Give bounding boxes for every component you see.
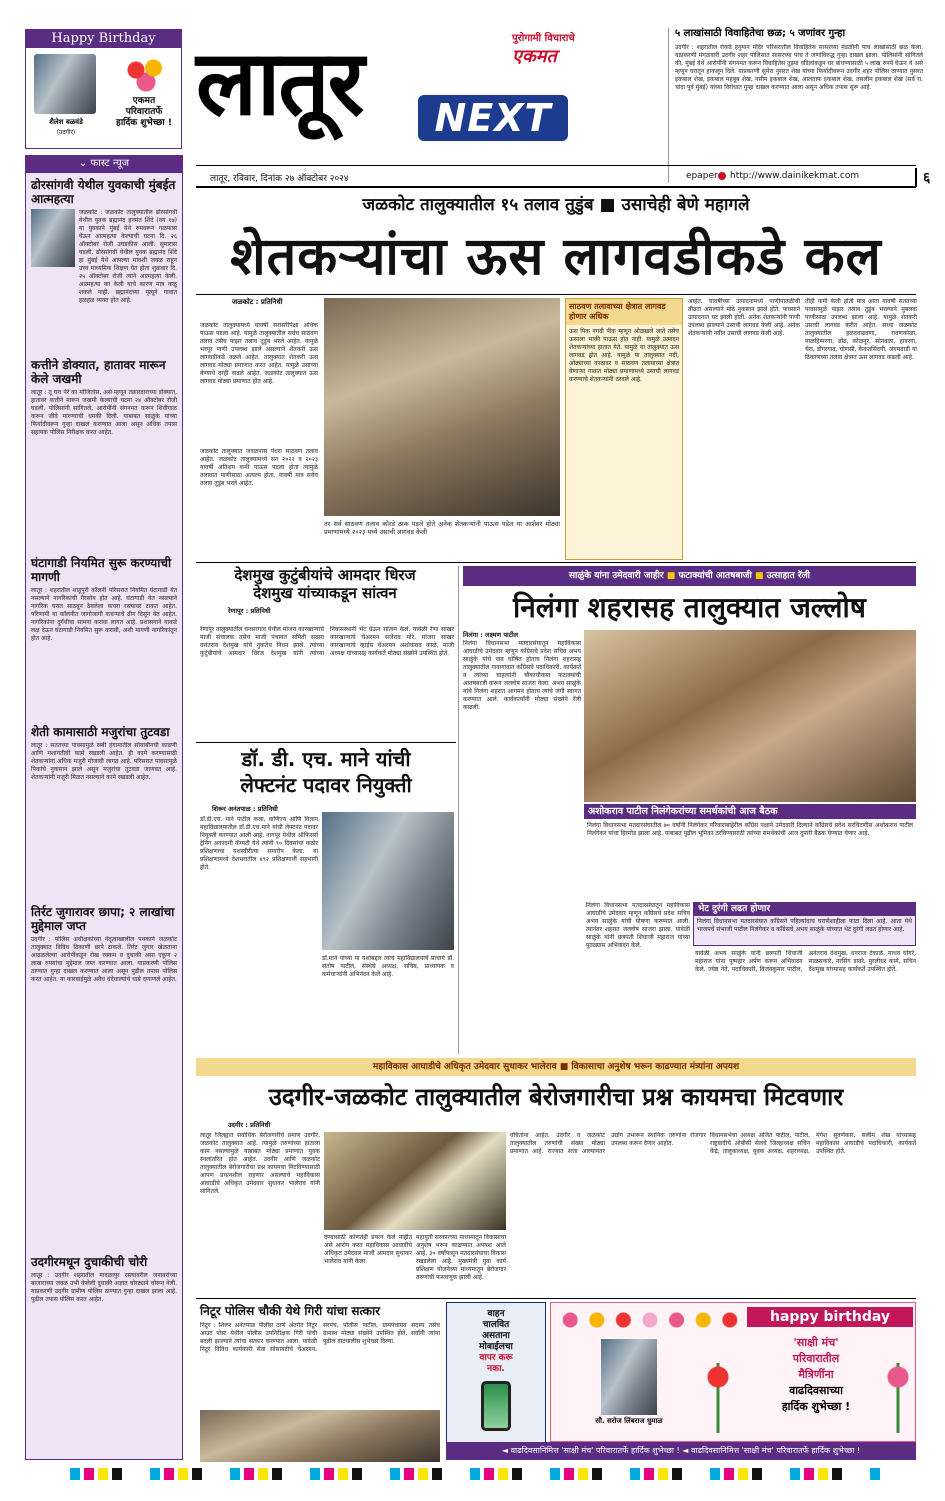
udgir-body-4: विधानसभेचा अध्यक्ष अजित पाटील, पाटील, राष्ट्रवादीचे ओबीसी सेलचे जिल्हाध्यक्ष सचिन केंद्रे, तालुकाध्यक्ष, युवक अध्यक्ष, शहराध्यक्ष, मंगेश सुवर्णकार, सलीम शेख यांच्यासह महाविकास आघाडीचे पदाधिकारी, कार्यकर्ते उपस्थित होते. bbox=[710, 1132, 916, 1155]
strip-right: विकासाचा अनुशेष भरून काढण्यात मंत्र्यांना अपयश bbox=[571, 1062, 740, 1072]
bet-title: भेट दुरंगी लढत होणार bbox=[694, 903, 915, 916]
top-right-news bbox=[668, 28, 923, 183]
nilanga-headline: निलंगा शहरासह तालुक्यात जल्लोष bbox=[513, 591, 866, 624]
mva-strip bbox=[196, 1058, 916, 1076]
deshmukh-headline-1: देशमुख कुटुंबीयांचे आमदार धिरज bbox=[234, 566, 416, 584]
dateline-rule-bottom bbox=[196, 186, 916, 188]
square-bullet-icon-2: ■ bbox=[666, 571, 679, 581]
udgir-body-2: महायुती सरकारच्या माध्यमातून विकासाचा अनुशेष भरून काढण्यात अपयश आले आहे. ३० वर्षांपासून मतदारसंघाचा विकास रखडलेला आहे. मुख्यमंत्री युवा कार्य प्रशिक्षण योजनेच्या माध्यमातून बेरोजगार तरुणांची फसवणूक झाली आहे. bbox=[416, 1234, 506, 1281]
mane-headline-1: डॉ. डी. एच. माने यांची bbox=[241, 747, 411, 771]
birthday-name: शैलेश बळवंडे bbox=[49, 118, 83, 126]
udgir-caption: देण्यासाठी कोणतेही प्रयत्न केले नाहीत असे आरोप करत महाविकास आघाडीचे अधिकृत उमेदवार माजी आमदार सुधाकर भालेराव यांनी केला. bbox=[324, 1234, 412, 1265]
lead-body-1: जळकोट तालुक्यामध्ये यावर्षी सरासरीपेक्षा अधिक पाऊस पडला आहे. यामुळे तालुक्यातील सर्वच साठवण तलाव तसेच पाझर तलाव तुडुंब भरले आहेत. यामुळे भरपूर पाणी उपलब्ध झाले असल्याने शेतकरी ऊस लागवडीकडे वळले आहेत. तालुक्यात शेतकरी ऊस लागवड मोठ्या प्रमाणात करत आहेत. यामुळे उसाच्या बेण्याचे दरही वाढले आहेत. जळकोट तालुक्यात ऊस लागवड मोठ्या प्रमाणात होत आहे. bbox=[200, 322, 318, 385]
lead-body-2: जळकोट तालुक्यात जवळपास पंधरा साठवण तलाव आहेत. जळकोट तालुक्यामध्ये सन २०२२ व २०२३ यावर्षी अतिशय कमी पाऊस पडला होता त्यामुळे तलावात पाणीसाठा अत्यल्प होता. यावर्षी मात्र सर्वच तलाव तुडुंब भरले आहेत. bbox=[200, 448, 318, 487]
nitur-body: निटूर : शिरूर अनंतपाळ पोलीस ठाणे अंतर्गत निटूर आउट पोस्ट येथील पोलीस उपनिरीक्षक गिरी यांची बदली झाल्याने त्यांचा सत्कार करण्यात आला. यावेळी निटूर विविध कार्यकारी सेवा सोसायटीचे चेअरमन, सरपंच, पोलीस पाटील, ग्रामपंचायत सदस्य तसेच ग्रामस्थ मोठ्या संख्येने उपस्थित होते. सर्वांनी त्यांना पुढील वाटचालीस शुभेच्छा दिल्या. bbox=[200, 1322, 440, 1353]
deshmukh-headline-2: देशमुख यांच्याकडून सांत्वन bbox=[253, 584, 397, 602]
udgir-body: लातूर जिल्ह्यात सर्वाधिक बेरोजगारीचे प्रमाण उदगीर, जळकोट तालुक्यात आहे. त्यामुळे तरुणांच्या हाताला काम नसल्यामुळे याबाबत मोठ्या प्रमाणात युवक स्थलांतरित होत आहेत. उदगीर आणि जळकोट तालुक्यातील बेरोजगारीचा प्रश्न कायमचा मिटविण्यासाठी आपण प्रयत्नशील राहणार असल्याचे महाविकास आघाडीचे अधिकृत उमेदवार सुधाकर भालेराव यांनी सांगितले. bbox=[200, 1132, 320, 1195]
fast-news-title-6: उदगीरमधून दुचाकीची चोरी bbox=[31, 1255, 148, 1269]
mane-headline-2: लेफ्टनंट पदावर नियुक्ती bbox=[240, 773, 412, 797]
lead-body-4: तीही कमी केली होती मात्र आता यावर्षी सततच्या पावसामुळे पाझर तलाव तुडुंब भरल्याने मुबलक पाणीसाठा उपलब्ध झाला आहे. यामुळे शेतकरी उसाची लागवड करीत आहेत. सध्या जळकोट तालुक्यातील हळदवाढवणा, रावणकोळा, माळहिप्परगा, ढोंढ, कोळनूर, सोनवळा, हावरगा, चेरा, डोंगरगाव, घोणसी, केकतसिंदगी, जंगमवाडी या ठिकाणच्या तलाव क्षेत्रात ऊस लागवड वाढली आहे. bbox=[805, 298, 917, 361]
nitur-photo bbox=[200, 1410, 440, 1462]
fast-news-header bbox=[25, 155, 183, 173]
masthead-latur: लातूर bbox=[196, 31, 363, 136]
ad-birthday-ticker bbox=[446, 1442, 916, 1460]
ad-phone-l2: चालवित bbox=[482, 1320, 510, 1330]
lead-body-3: आहेत. यावर्षीच्या उत्पादनामध्ये पाणीपातळीची तीव्रता असल्याने मोठे नुकसान झाले होते. पावसाने उत्पादनात घट झाली होती. अनेक शेतकऱ्यांनी पाणी उपलब्ध झाल्याने उसाची लागवड केली आहे. अनेक शेतकऱ्यांनी नवीन उसाची लागवड केली आहे. bbox=[688, 298, 800, 337]
fast-news-body-5: उदगीर : पोलिस अधीक्षकांच्या नेतृत्वाखालील पथकाने जळकोट तालुक्यात विविध ठिकाणी छापे टाकले. तिर्रट जुगार खेळताना आढळलेल्या आरोपींकडून रोख रक्कम व दुचाकी असा एकूण २ लाख रुपयांचा मुद्देमाल जप्त करण्यात आला. याप्रकरणी पोलिस ठाण्यात गुन्हा दाखल करण्यात आला असून पुढील तपास पोलिस करत आहेत. या कारवाईमुळे अवैध धंदेवाल्यांचे धाबे दणाणले आहेत. bbox=[31, 936, 177, 983]
section-rule-3 bbox=[196, 1298, 916, 1299]
fast-news-title-5: तिर्रट जुगारावर छापा; २ लाखांचा मुद्देमाल जप्त bbox=[31, 905, 175, 933]
ad-phone-l3: असताना bbox=[482, 1331, 510, 1341]
masthead-tagline: पुरोगामी विचाराचे bbox=[512, 33, 575, 44]
mane-byline: शिरूर अनंतपाळ : प्रतिनिधी bbox=[212, 805, 278, 813]
masthead-next-logo: NEXT bbox=[418, 95, 568, 141]
ashok-box bbox=[584, 804, 916, 898]
tulip-icon-2 bbox=[701, 1363, 735, 1433]
udgir-byline: उदगीर : प्रतिनिधी bbox=[228, 1121, 271, 1129]
nilanga-byline: निलंगा : लक्ष्मण पाटील bbox=[463, 631, 519, 639]
lead-box-body: ऊस पिक नगदी पीक म्हणून ओळखले जाते तसेच ऊसाला भाकी पाऊस होत नाही. यामुळे उत्पादन शेतकऱ्यांच्या हातात येते. यामुळे या तालुक्यात ऊस लागवड होत आहे. यामुळे या तालुक्यात नदी, ओढ्याच्या काठावर व साठवण तलावाच्या क्षेत्रात येणाऱ्या गावात मोठ्या प्रमाणामध्ये उसाची लागवड करण्याचे शेतकऱ्यांनी ठरवले आहे. bbox=[569, 328, 679, 383]
mane-photo bbox=[322, 812, 454, 950]
lead-rule bbox=[196, 294, 916, 295]
tulip-icon-3 bbox=[881, 1363, 915, 1433]
lead-photo bbox=[324, 298, 560, 516]
fast-news-body-1: जळकोट : जळकोट तालुक्यातील ढोरसांगवी येथील युवक ब्रह्मानंद हनमंत शिंदे (वय १७) या युवकाने मुंबई येथे रुमवरून गळफास घेऊन आत्महत्या केल्याची घटना दि. २६ ऑक्टोबर रोजी उघडकीस आली. सुमारास घडली. ढोरसांगवी येथील युवक ब्रह्मानंद शिंदे हा मुंबई येथे आपल्या मावशी जवळ राहून उच्च माध्यमिक शिक्षण घेत होता शुक्रवार दि. २५ ऑक्टोबर रोजी त्याने आत्महत्या केली. आत्महत्या का केली याचे कारण मात्र कळू शकले नाही. ब्रह्मानंदच्या मृत्यूने गावात हळहळ व्यक्त होत आहे. bbox=[79, 209, 177, 304]
epaper-label: epaper bbox=[686, 171, 718, 181]
ad-birthday-l4: वाढदिवसाच्या bbox=[789, 1384, 843, 1397]
nitur-headline: निटूर पोलिस चौकी येथे गिरी यांचा सत्कार bbox=[200, 1304, 381, 1318]
lead-box bbox=[565, 298, 683, 560]
square-bullet-icon: ■ bbox=[599, 195, 622, 215]
birthday-photo bbox=[34, 54, 96, 114]
udgir-body-3: वचितांना आहेत. उदगीर व जळकोट तालुक्यातील तरुणांची संख्या मोठ्या प्रमाणात आहे. राज्यात सत्ता आल्यानंतर उद्योग उभारून स्थानिक तरुणांना रोजगार उपलब्ध करून देणार आहोत. bbox=[510, 1132, 706, 1155]
bet-box bbox=[693, 902, 916, 946]
mobile-phone-icon bbox=[481, 1381, 511, 1431]
globe-icon bbox=[718, 172, 726, 180]
ad-birthday bbox=[550, 1302, 916, 1442]
ad-birthday-l5: हार्दिक शुभेच्छा ! bbox=[781, 1400, 851, 1413]
mane-body: डॉ.डी.एच. माने पाटील कला, वाणिज्य आणि विज्ञान महाविद्यालयातील डॉ.डी.एच.माने यांची लेफ्टनंट पदावर नियुक्ती करण्यात आली आहे. नागपूर येथील ऑफिसर्स ट्रेनिंग अकादमी कॅम्पटी येथे त्यांनी ९० दिवसांचा कठोर प्रशिक्षणाचा यशस्वीरीत्या समारोप केला. या प्रशिक्षणामध्ये देशभरातील ४९२ प्रशिक्षणार्थी सहभागी होते. bbox=[200, 816, 318, 871]
fast-news-body-6: लातूर : उदगीर शहरातील मादळापुर रस्त्यावरील जनावरांच्या बाजाराच्या जवळ उभी केलेली दुचाकी अज्ञात चोरट्याने चोरून नेली. याप्रकरणी उदगीर ग्रामीण पोलिस ठाण्यात गुन्हा दाखल झाला आहे. पुढील तपास पोलिस करत आहेत. bbox=[31, 1272, 177, 1303]
nilanga-photo bbox=[584, 630, 916, 802]
birthday-wish-3: हार्दिक शुभेच्छा ! bbox=[116, 118, 172, 128]
ticker-arrow-icon: ◄ bbox=[501, 1446, 509, 1455]
ad-birthday-l2: परिवारातील bbox=[792, 1352, 840, 1365]
nilanga-tag-2: फटाक्यांची आतषबाजी bbox=[678, 571, 752, 581]
ad-phone-l6: नका. bbox=[487, 1364, 505, 1374]
chevron-icon: ⌄ bbox=[78, 158, 91, 169]
column-rule-mid bbox=[458, 566, 459, 1054]
fast-news-body-2: लातूर : तू घरा पेरे का मोजितोस, असे म्हणून तक्रारदाराच्या डोक्यात, हातावर कत्तीने मारून जखमी केल्याची घटना २४ ऑक्टोबर रोजी घडली. पोलिसांनी सांगितले, आरोपींनी संगनमत करून शिवीगाळ करून जीवे मारण्याची धमकी दिली. याबाबत साळुंके यांच्या फिर्यादीवरून गुन्हा दाखल करण्यात आला असून अधिक तपास सहायक पोलिस निरीक्षक करत आहेत. bbox=[31, 389, 177, 436]
fast-news-title-2: कत्तीने डोक्यात, हातावर मारून केले जखमी bbox=[31, 358, 166, 386]
registration-marks bbox=[70, 1468, 880, 1480]
section-rule-2 bbox=[196, 742, 456, 743]
birthday-title: Happy Birthday bbox=[26, 30, 181, 48]
deshmukh-byline: रेणापूर : प्रतिनिधी bbox=[228, 607, 271, 615]
fast-news-body-4: लातूर : सततच्या पावसामुळे रब्बी हंगामातील सोयाबीनची काढणी आणि मशागतीची कामे रखडली आहेत. ही कामे करण्यासाठी शेतकऱ्यांना अधिक मजुरी मोजावी लागत आहे. परिसरात पावसामुळे पिकांचे नुकसान झाले असून मजुरांचा तुटवडा जाणवत आहे. शेतकऱ्यांनी मजुरी मिळत नसल्याने कामे रखडली आहेत. bbox=[31, 742, 177, 781]
ad-birthday-name: सौ. सरोज लिंबराज धुमाळ bbox=[595, 1417, 663, 1425]
ad-phone-l1: वाहन bbox=[487, 1309, 505, 1319]
lead-kicker-a: जळकोट तालुक्यातील १५ तलाव तुडुंब bbox=[362, 195, 594, 215]
ad-phone bbox=[446, 1302, 546, 1460]
flowers-icon bbox=[121, 54, 171, 94]
nilanga-tag-3: उत्साहात रॅली bbox=[766, 571, 811, 581]
birthday-tag: (उदगीर) bbox=[56, 129, 76, 136]
ad-phone-l4: मोबाईलचा bbox=[479, 1342, 513, 1352]
udgir-headline: उदगीर-जळकोट तालुक्यातील बेरोजगारीचा प्रश्न कायमचा मिटवणार bbox=[268, 1083, 844, 1111]
ashok-body: निलंगा विधानसभा मतदारसंघातील ७० वर्षांनी निलंगेकर परिवाराबाहेरील काँग्रेस पक्षाने उमेदवारी दिल्याने काँग्रेसचे प्रदेश सरचिटणीस अशोकराव पाटील निलंगेकर यांचा हिरमोड झाला आहे. याबाबत पुढील भूमिका ठरविण्यासाठी त्यांच्या समर्थकांची आज दुपारी बैठक घेण्यात येणार आहे. bbox=[587, 822, 913, 837]
ad-birthday-title: happy birthday bbox=[747, 1307, 913, 1327]
page-number: ६ bbox=[915, 168, 930, 187]
top-right-body: उदगीर : शहरातील रोकडे हनुमान मंदिर परिसरातील विवाहितेस सासरच्या मंडळींनी पाच लाखांसाठी छळ केला. याप्रकरणी मंगळवारी उदगीर शहर पोलिसात सासरच्या पाच ते जणांविरुद्ध गुन्हा दाखल झाला. पोलिसांनी सांगितले की, मुंबई येथे आरोपींनी संगनमत करून विवाहितेस तुझ्या वडिलांकडून घर बांधण्यासाठी ५ लाख रुपये घेऊन ये असे म्हणून घरातून हाकलून दिले. याप्रकरणी सुमेरा नुसरत शेख यांच्या फिर्यादीवरून उदगीर शहर पोलिस ठाण्यात नुसरत इकबाल शेख, इकबाल महबूब शेख, नसीम इकबाल शेख, आलताफ इकबाल शेख, तसलीम इकबाल शेख (सर्व रा. चांदा पूर्व मुंबई) यांच्या विरोधात गुन्हा दाखल करण्यात आला असून अधिक तपास सुरू आहे. bbox=[675, 44, 923, 91]
lead-kicker bbox=[196, 192, 916, 218]
fast-news-body-3: लातूर : शहरातील शाहूपुरी कॉलनी परिसरात नियमित घंटागाडी येत नसल्याने नागरिकांची गैरसोय होत आहे. घंटागाडी येत नसल्याने नागरिक घरात साठवून ठेवलेला कचरा रस्त्यावर टाकत आहेत. परिणामी या कॉलनीत जागोजागी कचऱ्याचे ढीग दिसून येत आहेत. नागरिकांना दुर्गंधीचा सामना करावा लागत आहे. प्रशासनाने याकडे लक्ष देऊन घंटागाडी नियमित सुरू करावी, अशी मागणी नागरिकांतून होत आहे. bbox=[31, 587, 177, 642]
strip-left: महाविकास आघाडीचे अधिकृत उमेदवार सुधाकर भालेराव bbox=[372, 1062, 557, 1072]
ad-birthday-photo bbox=[601, 1339, 657, 1415]
ticker-arrow-icon-2: ◄ bbox=[682, 1446, 689, 1455]
lead-headline: शेतकऱ्यांचा ऊस लागवडीकडे कल bbox=[230, 227, 882, 287]
birthday-wish-2: परिवारातर्फे bbox=[125, 107, 163, 117]
birthday-wish-1: एकमत bbox=[132, 96, 156, 106]
fast-news-title-3: घंटागाडी नियमित सुरू करण्याची मागणी bbox=[31, 556, 172, 584]
deshmukh-body: रेणापूर तालुक्यातील घनसरगाव येथील मांजरा कारखान्याचे माजी संचालक तसेच माजी पंचायत समिती सदस्य वसंतराव देशमुख यांचे नुकतेच निधन झाले. त्यांच्या कुटुंबीयांचे आमदार धिरज देशमुख यांनी त्यांच्या निवासस्थानी भेट घेऊन सांत्वन केले. यावेळी रेणा साखर कारखान्याचे चेअरमन सर्जेराव मोरे, मांजरा साखर कारखान्याचे व्हाईस चेअरमन अशोकराव काळे, माजी अध्यक्ष यांच्यासह कार्यकर्ते मोठ्या संख्येने उपस्थित होते. bbox=[200, 626, 454, 657]
nilanga-tag-bar bbox=[463, 566, 916, 586]
ticker-text-2: वाढदिवसानिमित्त 'साक्षी मंच' परिवारातर्फे हार्दिक शुभेच्छा ! bbox=[690, 1446, 861, 1455]
bet-body: निलंगा विधानसभा मतदारसंघात काँग्रेसने पहिल्यांदाच घराणेशाहीला फाटा दिला आहे. आता येथे भाजपचे संभाजी पाटील निलंगेकर व काँग्रेसचे अभय साळुंके यांच्यात थेट दुरंगी लढत होणार आहे. bbox=[697, 918, 912, 933]
section-rule-1 bbox=[196, 562, 916, 563]
mane-headline bbox=[196, 746, 456, 798]
nilanga-body: निलंगा विधानसभा मतदारसंघातून महाविकास आघाडीचे उमेदवार म्हणून काँग्रेसचे प्रदेश सचिव अभय साळुंके यांचे नाव घोषित होताच निलंगा शहरासह तालुक्यातील गावागावात काँग्रेसचे पदाधिकारी, कार्यकर्ते व त्यांच्या चाहत्यांनी चौकाचौकात फटाक्यांची आतषबाजी करून जल्लोष साजरा केला. अभय साळुंके यांचे निलंगा शहरात आगमन होताच त्यांचे जंगी स्वागत करण्यात आले. कार्यकर्त्यांनी मोठ्या संख्येने रॅली काढली. bbox=[463, 640, 581, 711]
lead-kicker-b: उसाचेही बेणे महागले bbox=[621, 195, 750, 215]
lead-byline: जळकोट : प्रतिनिधी bbox=[232, 298, 283, 306]
fast-news-photo-1 bbox=[31, 209, 75, 267]
masthead-ekmat: एकमत bbox=[512, 46, 557, 67]
lead-caption: तर सर्व साठवण तलाव कोरडे ठाक पडले होते अनेक शेतकऱ्यांनी पाऊस पडेल या आशेवर मोठ्या प्रमाणामध्ये २०२३ मध्ये उसाची लागवड केली bbox=[324, 520, 560, 536]
fast-news-title: फास्ट न्यूज bbox=[90, 158, 130, 169]
fast-news-title-1: ढोरसांगवी येथील युवकाची मुंबईत आत्महत्या bbox=[31, 178, 176, 206]
udgir-photo bbox=[324, 1132, 506, 1230]
nilanga-tag-1: साळुंके यांना उमेदवारी जाहीर bbox=[568, 571, 664, 581]
dateline-rule-top bbox=[196, 165, 916, 166]
ticker-text: वाढदिवसानिमित्त 'साक्षी मंच' परिवारातर्फे हार्दिक शुभेच्छा ! bbox=[510, 1446, 680, 1455]
fast-news-title-4: शेती कामासाठी मजुरांचा तुटवडा bbox=[31, 725, 170, 739]
dateline: लातूर, रविवार, दिनांक २७ ऑक्टोबर २०२४ bbox=[210, 174, 349, 184]
birthday-box bbox=[25, 29, 182, 149]
lead-box-title: साठवण तलावाच्या क्षेत्रात लागवड होणार अधिक bbox=[566, 299, 682, 325]
mane-caption: डॉ.माने यांच्या या यशाबद्दल त्यांचे महाविद्यालयाचे प्राचार्य डॉ. संतोष पाटील, संस्थेचे अध्यक्ष, सचिव, प्राध्यापक व कर्मचाऱ्यांनी अभिनंदन केले आहे. bbox=[322, 955, 454, 978]
deshmukh-headline bbox=[196, 566, 454, 602]
nilanga-body-2: निलंगा विधानसभा मतदारसंघातून महाविकास आघाडीचे उमेदवार म्हणून काँग्रेसचे प्रदेश सचिव अभय साळुंके यांची घोषणा करण्यात आली. त्यानंतर शहरात जल्लोष साजरा झाला. यावेळी साळुंके यांनी छत्रपती शिवाजी महाराज यांच्या पुतळ्यास अभिवादन केले. bbox=[586, 902, 690, 949]
square-bullet-icon-3: ■ bbox=[754, 571, 767, 581]
ad-birthday-l1: 'साक्षी मंच' bbox=[793, 1336, 839, 1349]
top-right-headline: ५ लाखांसाठी विवाहितेचा छळ; ५ जणांवर गुन्हा bbox=[675, 28, 846, 39]
ad-birthday-l3: मैत्रिणींना bbox=[798, 1368, 834, 1381]
website-url[interactable]: http://www.dainikekmat.com bbox=[730, 171, 860, 181]
tulip-icon-1 bbox=[555, 1305, 745, 1335]
square-bullet-icon-4: ■ bbox=[559, 1062, 572, 1072]
ashok-title: अशोकराव पाटील निलंगेकरांच्या समर्थकांची आज बैठक bbox=[584, 804, 916, 819]
nilanga-body-3: यावेळी अभय साळुंके यांनी छत्रपती शिवाजी महाराज यांना पुष्पहार अर्पण करून अभिवादन केले. ज्येष्ठ नेते, पदाधिकारी, विजयकुमार पाटील, अनंतराव देशमुख, धनराज टेकाळे, माधव घोगरे, साळसकारे, नरसिंग डावरे, मुरलीधर कामे, सचिन देशमुख यांच्यासह कार्यकर्ते उपस्थित होते. bbox=[695, 950, 916, 973]
ad-phone-l5: वापर करू bbox=[479, 1353, 513, 1363]
